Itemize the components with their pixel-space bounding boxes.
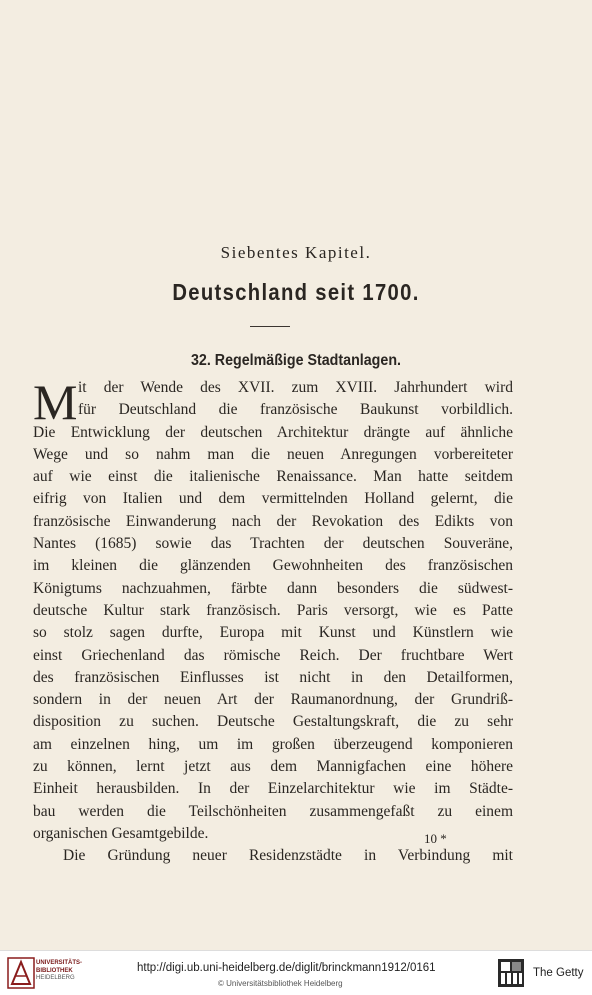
text-line: am einzelnen hing, um im großen überzeugend komponieren [33,735,513,753]
text-line: Nantes (1685) sowie das Trachten der deutschen Souveräne, [33,535,513,553]
chapter-title: Deutschland seit 1700. [172,279,420,305]
university-library-name[interactable] [36,960,82,983]
text-line: deutsche Kultur stark französisch. Paris versorgt, wie es Patte [33,601,513,619]
text-line: disposition zu suchen. Deutsche Gestaltungskraft, die zu sehr [33,713,513,731]
text-line: eifrig von Italien und dem vermittelnden Holland gelernt, die [33,490,513,508]
text-line: bau werden die Teilschönheiten zusammengefaßt zu einem [33,802,513,820]
section-heading: 32. Regelmäßige Stadtanlagen. [190,352,401,369]
uni-name-line: HEIDELBERG [36,975,75,981]
text-line: Die Entwicklung der deutschen Architektur drängte auf ähnliche [33,423,513,441]
text-line: Wege und so nahm man die neuen Anregungen vorbereiteter [33,445,513,463]
uni-name-line: BIBLIOTHEK [36,967,73,974]
text-line: des französischen Einflusses ist nicht in den Detailformen, [33,668,513,686]
title-rule [250,326,290,327]
text-line: im kleinen die glänzenden Gewohnheiten des französischen [33,557,513,575]
drop-cap: M [33,374,78,430]
text-line: Einheit herausbilden. In der Einzelarchitektur wie im Städte- [33,780,513,798]
text-line: Königtums nachzuahmen, färbte dann besonders die südwest- [33,579,513,597]
university-library-logo-icon[interactable] [6,956,36,990]
signature-mark: 10 * [424,831,447,846]
text-line: französische Einwanderung nach der Revokation des Edikts von [33,512,513,530]
copyright-text: © Universitätsbibliothek Heidelberg [218,979,343,988]
text-line: Die Gründung neuer Residenzstädte in Verbindung mit [63,847,513,865]
getty-label[interactable]: The Getty [533,967,584,979]
chapter-heading: Siebentes Kapitel. [220,243,372,262]
text-line: so stolz sagen durfte, Europa mit Kunst und Künstlern wie [33,624,513,642]
permalink-url[interactable]: http://digi.ub.uni-heidelberg.de/diglit/brinckmann1912/0161 [137,962,436,974]
getty-logo-icon[interactable] [496,957,526,989]
text-line: zu können, lernt jetzt aus dem Mannigfachen eine höhere [33,758,513,776]
text-line: organischen Gesamtgebilde. [33,824,209,842]
text-line: einst Griechenland das römische Reich. Der fruchtbare Wert [33,646,513,664]
text-line: für Deutschland die französische Baukunst vorbildlich. [78,401,513,419]
text-line: auf wie einst die italienische Renaissance. Man hatte seitdem [33,468,513,486]
body-text [33,374,513,868]
text-line: it der Wende des XVII. zum XVIII. Jahrhundert wird [78,379,513,396]
viewer-footer [0,950,592,995]
text-line: sondern in der neuen Art der Raumanordnung, der Grundriß- [33,691,513,709]
uni-name-line: UNIVERSITÄTS- [36,960,83,966]
